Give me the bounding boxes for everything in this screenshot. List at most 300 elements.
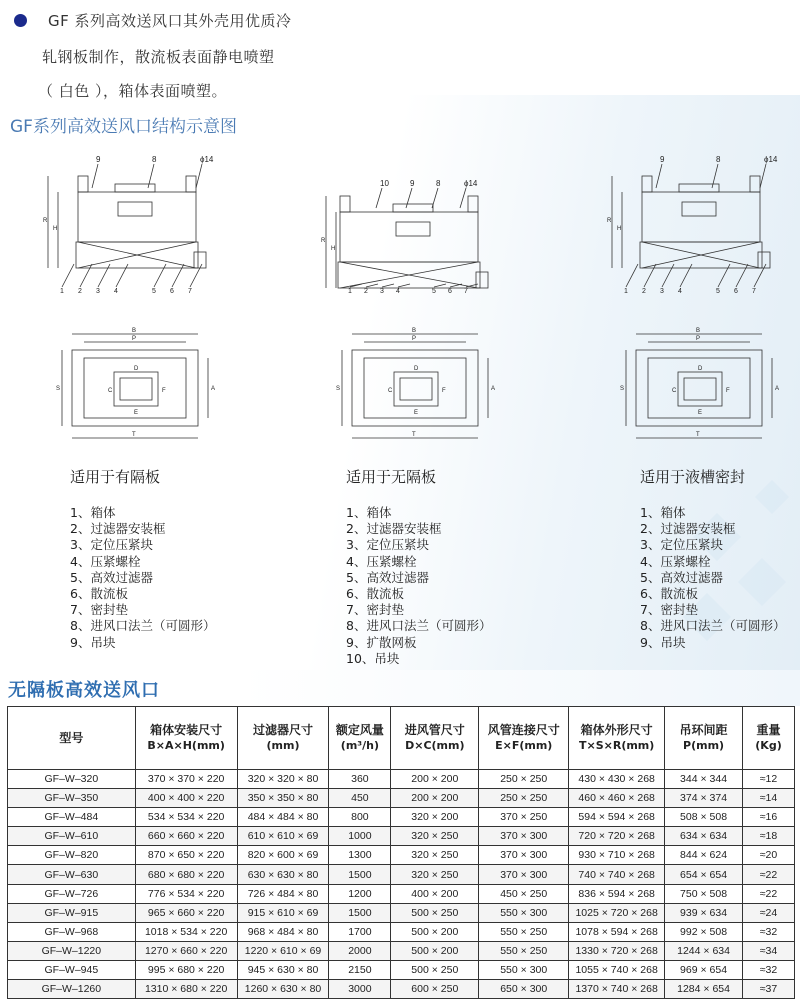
table-cell: 1244 × 634 [665, 941, 743, 960]
table-cell: 740 × 740 × 268 [569, 865, 665, 884]
table-cell: 370 × 300 [479, 865, 569, 884]
table-cell: 1270 × 660 × 220 [135, 941, 237, 960]
callout-line [154, 264, 166, 287]
parts-list-item: 3、定位压紧块 [70, 537, 153, 553]
callout-line [98, 264, 110, 287]
diagram-label: S [56, 386, 61, 392]
diagram-label: R [321, 238, 326, 244]
diagram-label: A [491, 386, 496, 392]
side-bracket [476, 272, 488, 288]
callout-line [760, 164, 766, 188]
table-cell: GF–W–350 [8, 789, 136, 808]
table-cell: ≈12 [743, 770, 795, 789]
diagram-label: D [698, 366, 703, 372]
parts-list-item: 6、散流板 [640, 586, 698, 602]
table-cell: 650 × 300 [479, 980, 569, 999]
table-row [8, 960, 795, 979]
table-cell: 660 × 660 × 220 [135, 827, 237, 846]
hanging-block [340, 196, 350, 212]
diagram-label: F [726, 388, 730, 394]
table-cell: GF–W–968 [8, 922, 136, 941]
diagram-label: 7 [752, 288, 756, 295]
column-header-unit: B×A×H(mm) [147, 739, 225, 752]
parts-list-item: 4、压紧螺栓 [70, 553, 141, 569]
table-cell: 594 × 594 × 268 [569, 808, 665, 827]
table-cell: 820 × 600 × 69 [237, 846, 329, 865]
callout-line [656, 164, 662, 188]
table-cell: 450 [329, 789, 391, 808]
spec-table [7, 706, 795, 999]
side-bracket [758, 252, 770, 268]
diagram-label: B [696, 328, 701, 334]
diagram-caption: 适用于无隔板 [346, 468, 437, 486]
parts-list-item: 1、箱体 [70, 505, 116, 520]
table-cell: 750 × 508 [665, 884, 743, 903]
callout-line [662, 264, 674, 287]
column-header-title: 吊环间距 [679, 723, 728, 737]
parts-list-item: 2、过滤器安装框 [640, 521, 736, 537]
table-cell: ≈18 [743, 827, 795, 846]
parts-list-item: 5、高效过滤器 [346, 569, 429, 585]
diagram-label: A [211, 386, 216, 392]
diagram-label: 3 [660, 288, 664, 295]
table-cell: 2150 [329, 960, 391, 979]
plan-view [56, 328, 215, 438]
table-cell: 915 × 610 × 69 [237, 903, 329, 922]
side-elevation [607, 155, 778, 295]
inlet-duct [120, 378, 152, 400]
box-body [78, 192, 196, 242]
callout-line [92, 164, 98, 188]
parts-list-item: 8、进风口法兰（可圆形） [640, 618, 786, 634]
side-bracket [194, 252, 206, 268]
column-header-title: 型号 [59, 730, 84, 745]
section-title: GF系列高效送风口结构示意图 [10, 117, 237, 137]
table-cell: 370 × 250 [479, 808, 569, 827]
table-cell: 320 × 320 × 80 [237, 770, 329, 789]
table-cell: 680 × 680 × 220 [135, 865, 237, 884]
table-cell: GF–W–484 [8, 808, 136, 827]
structure-diagram-liquid [604, 150, 800, 450]
diagram-label: C [108, 388, 113, 394]
table-cell: 1260 × 630 × 80 [237, 980, 329, 999]
table-cell: 836 × 594 × 268 [569, 884, 665, 903]
box-body [642, 192, 760, 242]
table-cell: 800 [329, 808, 391, 827]
parts-list [640, 505, 785, 651]
table-cell: 484 × 484 × 80 [237, 808, 329, 827]
table-cell: 370 × 300 [479, 827, 569, 846]
table-cell: 350 × 350 × 80 [237, 789, 329, 808]
diagram-label: 8 [716, 155, 721, 164]
table-cell: ≈32 [743, 960, 795, 979]
callout-line [62, 264, 74, 287]
table-cell: 500 × 250 [391, 960, 479, 979]
bullet-icon [14, 14, 27, 27]
table-body [8, 770, 795, 999]
diagram-label: D [134, 366, 139, 372]
diagram-label: F [162, 388, 166, 394]
table-cell: 870 × 650 × 220 [135, 846, 237, 865]
table-cell: ≈22 [743, 865, 795, 884]
diagram-caption: 适用于有隔板 [70, 468, 161, 486]
table-cell: 726 × 484 × 80 [237, 884, 329, 903]
column-header-title: 风管连接尺寸 [487, 723, 560, 737]
hanging-block [78, 176, 88, 192]
side-elevation [43, 155, 214, 295]
diagram-label: T [696, 432, 700, 438]
table-row [8, 884, 795, 903]
diagram-caption: 适用于液槽密封 [640, 468, 746, 486]
table-cell: 460 × 460 × 268 [569, 789, 665, 808]
diagram-label: C [672, 388, 677, 394]
callout-line [406, 188, 412, 208]
table-cell: ≈24 [743, 903, 795, 922]
diagram-label: S [336, 386, 341, 392]
table-cell: GF–W–945 [8, 960, 136, 979]
diagram-label: 4 [114, 288, 118, 295]
table-cell: 969 × 654 [665, 960, 743, 979]
table-cell: GF–W–630 [8, 865, 136, 884]
table-cell: 1310 × 680 × 220 [135, 980, 237, 999]
diagram-label: 7 [464, 288, 468, 295]
table-row [8, 865, 795, 884]
parts-list-item: 5、高效过滤器 [640, 569, 723, 585]
table-row [8, 846, 795, 865]
diagram-label: C [388, 388, 393, 394]
table-row [8, 941, 795, 960]
column-header-title: 箱体外形尺寸 [580, 723, 653, 737]
hanging-block [642, 176, 652, 192]
table-cell: 370 × 370 × 220 [135, 770, 237, 789]
parts-list-item: 6、散流板 [70, 586, 128, 602]
table-cell: 500 × 200 [391, 922, 479, 941]
table-cell: 939 × 634 [665, 903, 743, 922]
parts-list-item: 8、进风口法兰（可圆形） [70, 618, 216, 634]
table-header-row [8, 707, 795, 770]
table-cell: 3000 [329, 980, 391, 999]
callout-line [382, 284, 394, 287]
callout-line [450, 284, 462, 287]
diagram-label: 7 [188, 288, 192, 295]
diagram-label: 8 [436, 179, 441, 188]
diagram-label: 5 [432, 288, 436, 295]
column-header-unit: P(mm) [683, 739, 725, 752]
inlet-flange [393, 204, 433, 212]
table-cell: 200 × 200 [391, 789, 479, 808]
diagram-label: D [414, 366, 419, 372]
table-cell: 374 × 374 [665, 789, 743, 808]
parts-list-item: 2、过滤器安装框 [346, 521, 442, 537]
duct-connection [114, 372, 158, 406]
table-row [8, 922, 795, 941]
box-body [340, 212, 478, 262]
parts-list [346, 505, 491, 667]
diagram-label: E [698, 410, 703, 416]
table-cell: 654 × 654 [665, 865, 743, 884]
diagram-label: 1 [348, 288, 352, 295]
callout-line [434, 284, 446, 287]
table-row [8, 903, 795, 922]
column-header-unit: D×C(mm) [405, 739, 465, 752]
plan-view [336, 328, 495, 438]
column-header-title: 额定风量 [335, 723, 384, 737]
callout-line [460, 188, 466, 208]
diagram-label: ϕ14 [764, 155, 778, 164]
table-cell: 776 × 534 × 220 [135, 884, 237, 903]
diagram-label: F [442, 388, 446, 394]
column-header [479, 707, 569, 770]
table-row [8, 808, 795, 827]
table-cell: ≈32 [743, 922, 795, 941]
column-header [391, 707, 479, 770]
parts-list-item: 1、箱体 [640, 505, 686, 520]
table-cell: 320 × 250 [391, 865, 479, 884]
table-cell: ≈37 [743, 980, 795, 999]
callout-line [116, 264, 128, 287]
diagram-label: R [607, 218, 612, 224]
diagram-label: H [53, 226, 58, 232]
table-cell: 945 × 630 × 80 [237, 960, 329, 979]
callout-line [172, 264, 184, 287]
table-cell: 968 × 484 × 80 [237, 922, 329, 941]
diagram-label: ϕ14 [464, 179, 478, 188]
diagram-label: 2 [364, 288, 368, 295]
table-cell: 360 [329, 770, 391, 789]
intro-line: （ 白色 ），箱体表面喷塑。 [38, 82, 228, 100]
hanging-block [750, 176, 760, 192]
table-cell: GF–W–1260 [8, 980, 136, 999]
table-cell: 1025 × 720 × 268 [569, 903, 665, 922]
hanging-block [468, 196, 478, 212]
callout-line [736, 264, 748, 287]
column-header-unit: E×F(mm) [495, 739, 553, 752]
column-header-title: 重量 [756, 723, 781, 737]
table-row [8, 980, 795, 999]
duct-connection [394, 372, 438, 406]
inlet-opening [396, 222, 430, 236]
table-cell: GF–W–820 [8, 846, 136, 865]
table-cell: 1055 × 740 × 268 [569, 960, 665, 979]
diagram-label: E [134, 410, 139, 416]
intro-line: 轧钢板制作，散流板表面静电喷塑 [42, 48, 275, 66]
diagram-label: 6 [170, 288, 174, 295]
column-header [569, 707, 665, 770]
table-cell: 844 × 624 [665, 846, 743, 865]
diagram-label: B [412, 328, 417, 334]
diagram-label: B [132, 328, 137, 334]
table-row [8, 789, 795, 808]
callout-line [432, 188, 438, 208]
parts-list-item: 1、箱体 [346, 505, 392, 520]
table-cell: 600 × 250 [391, 980, 479, 999]
table-row [8, 827, 795, 846]
table-cell: 1330 × 720 × 268 [569, 941, 665, 960]
parts-list-item: 7、密封垫 [346, 602, 404, 618]
diagram-label: 6 [734, 288, 738, 295]
inlet-opening [118, 202, 152, 216]
table-cell: 250 × 250 [479, 789, 569, 808]
parts-list-item: 9、吊块 [70, 634, 116, 650]
parts-list-item: 3、定位压紧块 [640, 537, 723, 553]
table-cell: ≈34 [743, 941, 795, 960]
table-cell: 550 × 250 [479, 922, 569, 941]
column-header [329, 707, 391, 770]
table-cell: GF–W–726 [8, 884, 136, 903]
parts-list-item: 4、压紧螺栓 [346, 553, 417, 569]
parts-list-item: 9、扩散网板 [346, 634, 417, 650]
callout-line [196, 164, 202, 188]
table-cell: 430 × 430 × 268 [569, 770, 665, 789]
callout-line [626, 264, 638, 287]
table-cell: 1220 × 610 × 69 [237, 941, 329, 960]
diagram-label: 2 [78, 288, 82, 295]
diagram-label: A [775, 386, 780, 392]
table-cell: 200 × 200 [391, 770, 479, 789]
parts-list-item: 7、密封垫 [640, 602, 698, 618]
plan-view [620, 328, 779, 438]
table-cell: 500 × 250 [391, 903, 479, 922]
diagram-label: S [620, 386, 625, 392]
table-cell: GF–W–610 [8, 827, 136, 846]
table-cell: 344 × 344 [665, 770, 743, 789]
diagram-label: 5 [152, 288, 156, 295]
inlet-duct [400, 378, 432, 400]
diagram-label: H [331, 246, 336, 252]
table-cell: 1370 × 740 × 268 [569, 980, 665, 999]
table-cell: 508 × 508 [665, 808, 743, 827]
table-cell: 1000 [329, 827, 391, 846]
table-cell: 400 × 200 [391, 884, 479, 903]
diagram-label: 10 [380, 179, 389, 188]
parts-list-item: 10、吊块 [346, 650, 400, 666]
column-header [665, 707, 743, 770]
table-cell: 1300 [329, 846, 391, 865]
column-header-title: 进风管尺寸 [404, 723, 465, 737]
table-cell: 370 × 300 [479, 846, 569, 865]
diagram-label: 8 [152, 155, 157, 164]
table-cell: ≈16 [743, 808, 795, 827]
column-header-unit: (m³/h) [340, 739, 379, 752]
table-cell: ≈20 [743, 846, 795, 865]
diagram-label: T [412, 432, 416, 438]
table-cell: 1078 × 594 × 268 [569, 922, 665, 941]
table-cell: 450 × 250 [479, 884, 569, 903]
side-elevation [321, 179, 488, 295]
diagram-label: 6 [448, 288, 452, 295]
hanging-block [186, 176, 196, 192]
table-cell: 500 × 200 [391, 941, 479, 960]
diagram-label: ϕ14 [200, 155, 214, 164]
callout-line [366, 284, 378, 287]
diagram-label: 9 [410, 179, 415, 188]
table-cell: 630 × 630 × 80 [237, 865, 329, 884]
table-cell: 1018 × 534 × 220 [135, 922, 237, 941]
table-cell: 550 × 300 [479, 903, 569, 922]
table-cell: 965 × 660 × 220 [135, 903, 237, 922]
diagram-label: 3 [380, 288, 384, 295]
diagram-label: 4 [678, 288, 682, 295]
table-cell: GF–W–1220 [8, 941, 136, 960]
diagram-label: 9 [660, 155, 665, 164]
parts-list-item: 6、散流板 [346, 586, 404, 602]
table-cell: 320 × 200 [391, 808, 479, 827]
parts-list-item: 2、过滤器安装框 [70, 521, 166, 537]
diagram-label: 9 [96, 155, 101, 164]
table-cell: 610 × 610 × 69 [237, 827, 329, 846]
diagram-label: P [412, 336, 417, 342]
diagram-label: E [414, 410, 419, 416]
table-cell: 1700 [329, 922, 391, 941]
table-cell: 2000 [329, 941, 391, 960]
diagram-label: 2 [642, 288, 646, 295]
callout-line [398, 284, 410, 287]
parts-list-item: 8、进风口法兰（可圆形） [346, 618, 492, 634]
callout-line [718, 264, 730, 287]
column-header-unit: (mm) [266, 739, 300, 752]
table-cell: 992 × 508 [665, 922, 743, 941]
table-cell: 534 × 534 × 220 [135, 808, 237, 827]
column-header [8, 707, 136, 770]
intro-line: GF 系列高效送风口其外壳用优质冷 [48, 12, 292, 30]
table-cell: 400 × 400 × 220 [135, 789, 237, 808]
column-header-unit: (Kg) [755, 739, 782, 752]
column-header [743, 707, 795, 770]
diagram-label: R [43, 218, 48, 224]
diagram-label: 1 [624, 288, 628, 295]
table-cell: GF–W–915 [8, 903, 136, 922]
diagram-label: 1 [60, 288, 64, 295]
structure-diagram-nopartition [318, 150, 518, 450]
table-cell: 550 × 300 [479, 960, 569, 979]
callout-line [376, 188, 382, 208]
parts-list-item: 4、压紧螺栓 [640, 553, 711, 569]
inlet-duct [684, 378, 716, 400]
diagram-label: 4 [396, 288, 400, 295]
diagram-label: 5 [716, 288, 720, 295]
column-header-title: 箱体安装尺寸 [150, 723, 223, 737]
table-title: 无隔板高效送风口 [8, 680, 160, 701]
table-cell: ≈22 [743, 884, 795, 903]
diagram-label: P [696, 336, 701, 342]
table-cell: 1500 [329, 865, 391, 884]
parts-list-item: 7、密封垫 [70, 602, 128, 618]
column-header-unit: T×S×R(mm) [578, 739, 655, 752]
parts-list-item: 5、高效过滤器 [70, 569, 153, 585]
inlet-opening [682, 202, 716, 216]
diagram-label: T [132, 432, 136, 438]
diagram-label: P [132, 336, 137, 342]
table-cell: 995 × 680 × 220 [135, 960, 237, 979]
table-cell: 250 × 250 [479, 770, 569, 789]
column-header [135, 707, 237, 770]
table-cell: 1200 [329, 884, 391, 903]
table-row [8, 770, 795, 789]
table-cell: 550 × 250 [479, 941, 569, 960]
table-cell: ≈14 [743, 789, 795, 808]
table-cell: 634 × 634 [665, 827, 743, 846]
table-cell: 1500 [329, 903, 391, 922]
structure-diagram-partition [40, 150, 240, 450]
table-cell: 720 × 720 × 268 [569, 827, 665, 846]
callout-line [680, 264, 692, 287]
diagram-label: 3 [96, 288, 100, 295]
diagram-label: H [617, 226, 622, 232]
parts-list-item: 9、吊块 [640, 634, 686, 650]
column-header [237, 707, 329, 770]
table-cell: 930 × 710 × 268 [569, 846, 665, 865]
table-cell: 320 × 250 [391, 846, 479, 865]
